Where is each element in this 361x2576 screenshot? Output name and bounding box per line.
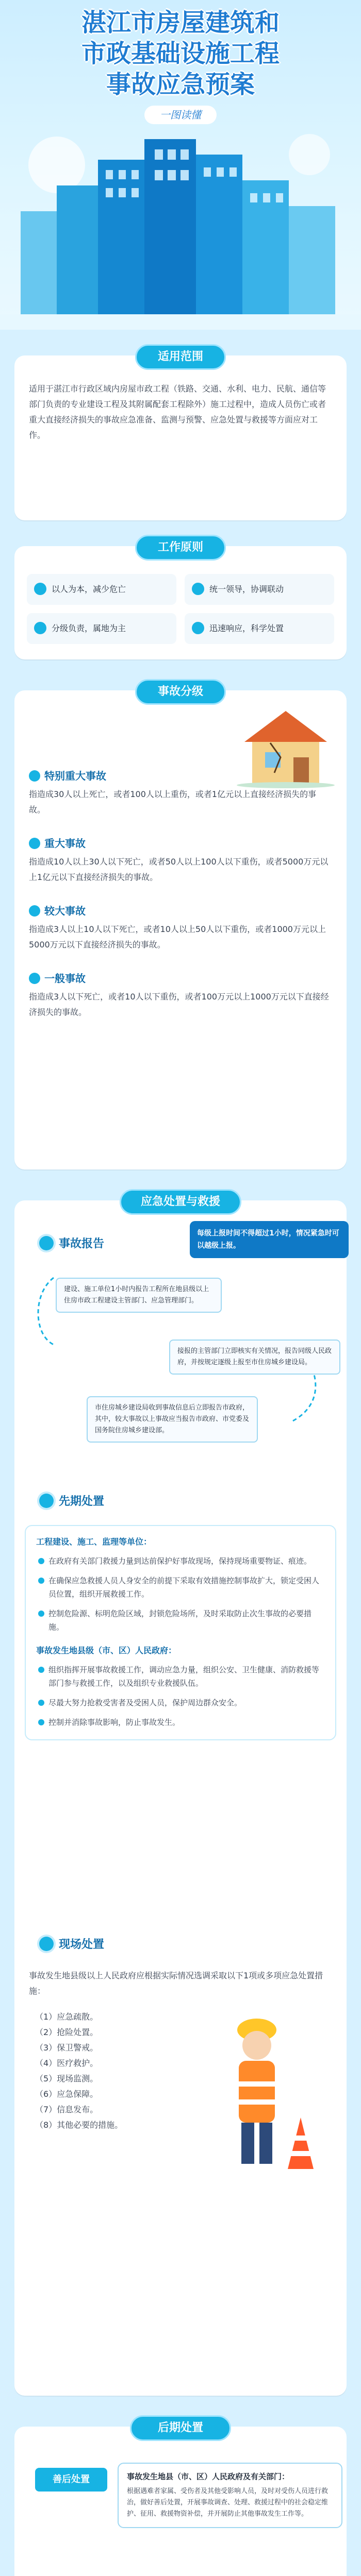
onsite-intro: 事故发生地县级以上人民政府应根据实际情况选调采取以下1项或多项应急处置措施： xyxy=(29,1971,323,1996)
grade-level-2: 重大事故 指造成10人以上30人以下死亡，或者50人以上100人以下重伤，或者5000万元以上1亿元以下直接经济损失的事故。 xyxy=(29,837,329,882)
construction-worker-icon xyxy=(210,2004,329,2174)
initial-box xyxy=(25,1525,336,1740)
initial-group2-item: 组织指挥开展事故救援工作，调动应急力量，组织公安、卫生健康、消防救援等部门参与救援工作，以及组织专业救援队伍。 xyxy=(36,1663,325,1690)
people-icon xyxy=(34,583,46,595)
principle-item-2: 统一领导，协调联动 xyxy=(185,574,334,605)
scope-text: 适用于湛江市行政区域内房屋市政工程（铁路、交通、水利、电力、民航、通信等部门负责的专业建设工程及其附属配套工程除外）施工过程中，造成人员伤亡或者重大直接经济损失的事故应急准备、监测与预警、应急处置与救援等方面应对工作。 xyxy=(29,384,326,440)
grade-level-4: 一般事故 指造成3人以下死亡，或者10人以下重伤，或者100万元以上1000万元以下直接经济损失的事故。 xyxy=(29,972,329,1017)
onsite-heading: 现场处置 xyxy=(39,1932,153,1958)
principle-item-3: 分级负责，属地为主 xyxy=(27,613,176,644)
principle-item-4: 迅速响应，科学处置 xyxy=(185,613,334,644)
principles-heading: 工作原则 xyxy=(135,535,226,561)
scope-card xyxy=(14,350,347,520)
onsite-item: （4）医疗救护。 xyxy=(35,2058,99,2068)
report-note-3: 市住房城乡建设局收到事故信息后立即报告市政府，其中，较大事故以上事故应当报告市政府、市党委及国务院住房城乡建设部。 xyxy=(87,1396,258,1443)
onsite-icon xyxy=(39,1937,54,1951)
principle-item-1: 以人为本，减少危亡 xyxy=(27,574,176,605)
level-icon xyxy=(29,838,40,849)
onsite-item: （6）应急保障。 xyxy=(35,2089,99,2099)
report-icon xyxy=(39,1236,54,1250)
initial-group1-item: 在确保应急救援人员人身安全的前提下采取有效措施控制事故扩大，锁定受困人员位置，组织开展救援工作。 xyxy=(36,1574,325,1601)
onsite-item: （1）应急疏散。 xyxy=(35,2012,99,2022)
report-note-2: 接报的主管部门立即核实有关情况，报告同级人民政府，并按规定逐级上报至市住房城乡建设局。 xyxy=(169,1340,340,1375)
initial-group1-title: 工程建设、施工、监理等单位： xyxy=(36,1537,152,1547)
initial-group2-title: 事故发生地县级（市、区）人民政府： xyxy=(36,1646,177,1655)
aftermath-card xyxy=(14,2421,347,2576)
page-title xyxy=(0,7,361,100)
layers-icon xyxy=(34,622,46,634)
grading-card xyxy=(14,685,347,1170)
level-icon xyxy=(29,973,40,984)
grading-list xyxy=(29,768,332,1020)
aftermath-heading: 后期处置 xyxy=(130,2415,231,2441)
level-icon xyxy=(29,770,40,782)
initial-group1-item: 控制危险源、标明危险区域，封锁危险场所，及时采取防止次生事故的必要措施。 xyxy=(36,1607,325,1634)
level-icon xyxy=(29,905,40,917)
city-skyline-illustration xyxy=(0,129,361,330)
report-heading: 事故报告 xyxy=(39,1231,153,1257)
grade-level-1: 特别重大事故 指造成30人以上死亡，或者100人以上重伤，或者1亿元以上直接经济损失的事故。 xyxy=(29,770,317,815)
subtitle-badge: 一图读懂 xyxy=(144,106,217,124)
title-line-3: 事故应急预案 xyxy=(106,70,255,99)
title-line-2: 市政基础设施工程 xyxy=(81,39,280,68)
onsite-list xyxy=(35,2009,190,2133)
aftermath-tag-1: 善后处置 xyxy=(35,2468,107,2492)
principles-card xyxy=(14,541,347,659)
report-callout: 每级上报时间不得超过1小时，情况紧急时可以越级上报。 xyxy=(190,1221,349,1258)
title-line-1: 湛江市房屋建筑和 xyxy=(81,8,280,37)
aftermath-item-1: 事故发生地县（市、区）人民政府及有关部门： 根据遇难者家属、受伤者及其他受影响人员，及时对受伤人员进行救治，做好善后处置，开展事故调查、处理、救援过程中的社会稳定维护、征用、救援物资补偿，并开展防止其他事故发生工作等。 xyxy=(118,2463,342,2528)
onsite-item: （3）保卫警戒。 xyxy=(35,2043,99,2053)
initial-icon xyxy=(39,1494,54,1508)
response-card xyxy=(14,1195,347,2396)
link-icon xyxy=(192,583,204,595)
onsite-item: （5）现场监测。 xyxy=(35,2074,99,2083)
initial-heading: 先期处置 xyxy=(39,1489,153,1515)
report-note-1: 建设、施工单位1小时内报告工程所在地县级以上住房市政工程建设主管部门、应急管理部门。 xyxy=(56,1278,222,1313)
initial-group1-item: 在政府有关部门救援力量到达前保护好事故现场，保持现场重要物证、痕迹。 xyxy=(36,1554,325,1568)
scope-heading: 适用范围 xyxy=(135,344,226,370)
response-heading: 应急处置与救援 xyxy=(120,1189,241,1215)
grading-heading: 事故分级 xyxy=(135,679,226,705)
onsite-item: （7）信息发布。 xyxy=(35,2105,99,2114)
onsite-item: （8）其他必要的措施。 xyxy=(35,2120,123,2130)
initial-group2-item: 尽最大努力抢救受害者及受困人员，保护周边群众安全。 xyxy=(36,1696,325,1709)
initial-group2-item: 控制并消除事故影响，防止事故发生。 xyxy=(36,1716,325,1729)
onsite-item: （2）抢险处置。 xyxy=(35,2027,99,2037)
lightning-icon xyxy=(192,622,204,634)
grade-level-3: 较大事故 指造成3人以上10人以下死亡，或者10人以上50人以下重伤，或者1000万元以上5000万元以下直接经济损失的事故。 xyxy=(29,905,326,950)
hero-banner xyxy=(0,0,361,330)
